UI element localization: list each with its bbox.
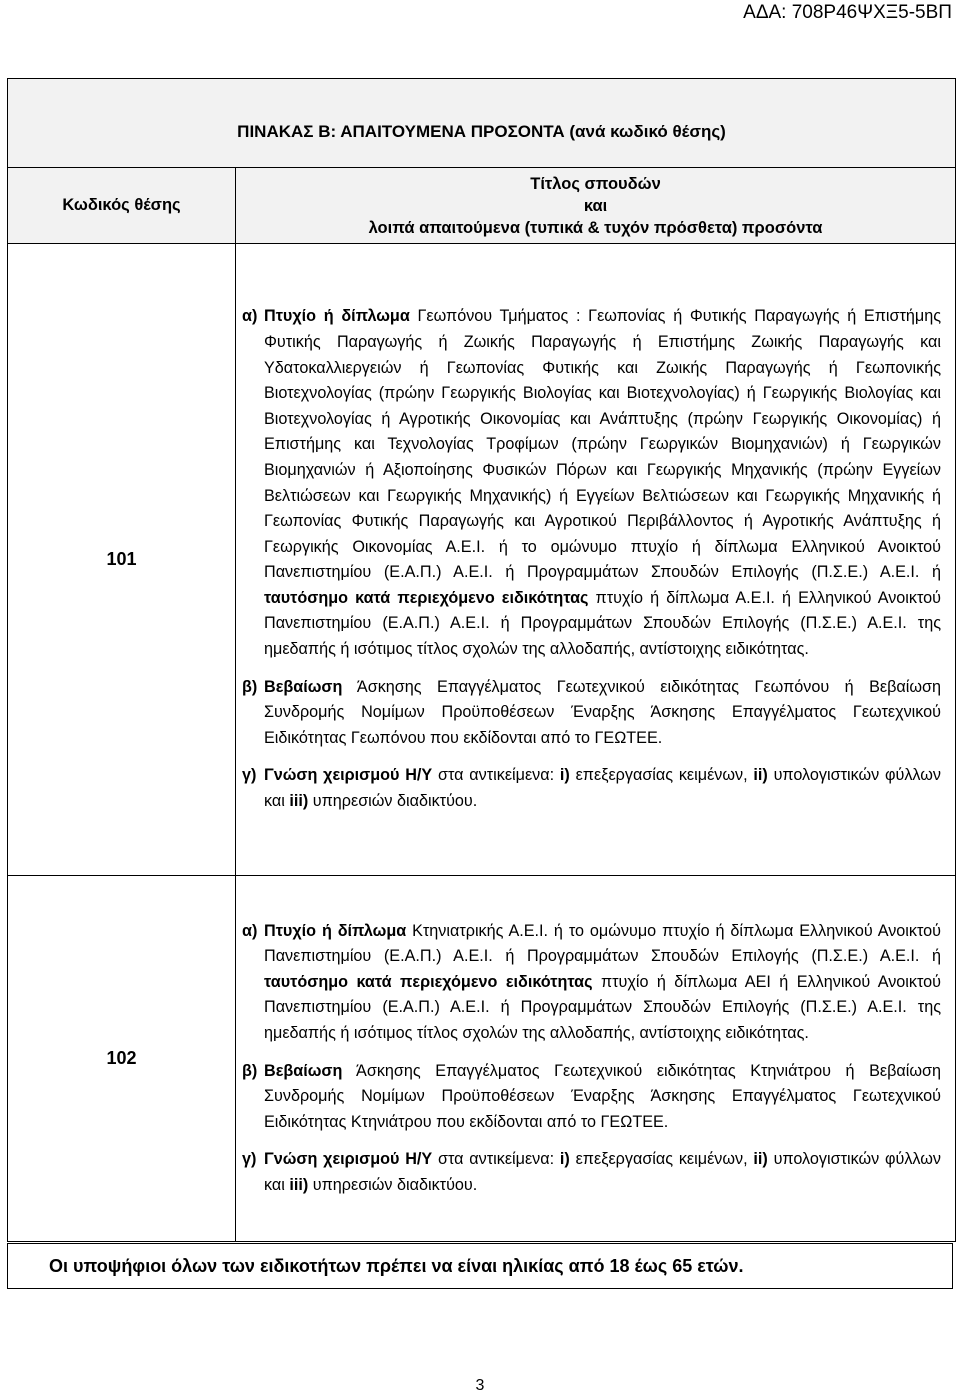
computer-item-ii: ii): [753, 1150, 768, 1169]
computer-item-iii: iii): [289, 1175, 309, 1194]
table-title-row: [8, 79, 956, 168]
computer-text: στα αντικείμενα:: [432, 1150, 560, 1169]
table-row: [8, 244, 956, 876]
col-header-title-line2: και: [583, 196, 608, 215]
item-label: γ): [242, 766, 257, 785]
degree-text: Κτηνιατρικής Α.Ε.Ι. ή το ομώνυμο πτυχίο ή δίπλωμα Ελληνικού Ανοικτού Πανεπιστημίου (Ε.Α.Π.) Α.Ε.Ι. ή Προγραμμάτων Σπουδών Επιλογής (Π.Σ.Ε.) Α.Ε.Ι. ή: [264, 921, 942, 966]
requirement-computer-skills: [236, 763, 955, 814]
computer-heading: Γνώση χειρισμού Η/Υ: [264, 1150, 433, 1169]
computer-text: επεξεργασίας κειμένων,: [569, 1150, 754, 1169]
degree-text-cont: πτυχίο ή δίπλωμα Α.Ε.Ι. ή Ελληνικού Ανοικτού Πανεπιστημίου (Ε.Α.Π.) Α.Ε.Ι. ή Προγραμμάτων Σπουδών Επιλογής (Π.Σ.Ε.) Α.Ε.Ι. της ημεδαπής ή ισότιμος τίτλος σχολών της αλλοδαπής, αντίστοιχης ειδικότητας.: [264, 588, 942, 659]
certificate-text: Άσκησης Επαγγέλματος Γεωτεχνικού ειδικότητας Κτηνιάτρου ή Βεβαίωση Συνδρομής Νομίμων Προϋποθέσεων Έναρξης Άσκησης Επαγγέλματος Γεωτεχνικού Ειδικότητας Κτηνιάτρου που εκδίδονται από το ΓΕΩΤΕΕ.: [264, 1061, 942, 1131]
item-label: β): [242, 677, 258, 696]
item-label: β): [242, 1061, 258, 1080]
degree-equivalent: ταυτόσημο κατά περιεχόμενο ειδικότητας: [264, 588, 589, 607]
col-header-code: Κωδικός θέσης: [8, 168, 236, 244]
position-code: 101: [8, 244, 236, 876]
requirement-degree: [236, 919, 955, 1047]
computer-text: υπολογιστικών φύλλων και: [264, 766, 942, 811]
qualifications-cell: [236, 876, 956, 1242]
page-number: 3: [475, 1377, 485, 1394]
col-header-title-line1: Τίτλος σπουδών: [530, 174, 661, 193]
item-label: α): [242, 921, 258, 940]
requirement-certificate: [236, 675, 955, 752]
computer-text: στα αντικείμενα:: [432, 766, 560, 785]
age-requirement-note: Οι υποψήφιοι όλων των ειδικοτήτων πρέπει να είναι ηλικίας από 18 έως 65 ετών.: [7, 1243, 953, 1289]
requirement-degree: [236, 304, 955, 662]
qualifications-cell: [236, 244, 956, 876]
col-header-title: [236, 168, 956, 244]
computer-item-i: i): [559, 1150, 570, 1169]
computer-text: επεξεργασίας κειμένων,: [569, 766, 754, 785]
qualifications-table: [7, 78, 956, 1242]
degree-text-cont: πτυχίο ή δίπλωμα ΑΕΙ ή Ελληνικού Ανοικτού Πανεπιστημίου (Ε.Α.Π.) Α.Ε.Ι. ή Προγραμμάτων Σπουδών Επιλογής (Π.Σ.Ε.) Α.Ε.Ι. της ημεδαπής ή ισότιμος τίτλος σχολών της αλλοδαπής, αντίστοιχης ειδικότητας.: [264, 972, 942, 1042]
requirement-computer-skills: [236, 1147, 955, 1198]
table-header-row: [8, 168, 956, 244]
computer-text: υπηρεσιών διαδικτύου.: [308, 1175, 478, 1194]
degree-equivalent: ταυτόσημο κατά περιεχόμενο ειδικότητας: [264, 972, 593, 991]
computer-text: υπολογιστικών φύλλων και: [264, 1150, 942, 1194]
table-row: [8, 876, 956, 1242]
computer-item-i: i): [559, 766, 570, 785]
degree-heading: Πτυχίο ή δίπλωμα: [264, 307, 410, 326]
degree-heading: Πτυχίο ή δίπλωμα: [264, 921, 407, 940]
ada-code: ΑΔΑ: 708Ρ46ΨΧΞ5-5ΒΠ: [743, 2, 952, 23]
certificate-heading: Βεβαίωση: [264, 677, 343, 696]
computer-heading: Γνώση χειρισμού Η/Υ: [264, 766, 433, 785]
col-header-title-line3: λοιπά απαιτούμενα (τυπικά & τυχόν πρόσθετα) προσόντα: [368, 218, 823, 237]
degree-text: Γεωπόνου Τμήματος : Γεωπονίας ή Φυτικής Παραγωγής ή Επιστήμης Φυτικής Παραγωγής ή Ζωικής Παραγωγής ή Επιστήμης Ζωικής Παραγωγής και Υδατοκαλλιεργειών ή Γεωπονίας Φυτικής και Ζωικής Παραγωγής ή Γεωπονικής Βιοτεχνολογίας (πρώην Γεωργικής Βιολογίας και Βιοτεχνολογίας) ή Γεωργικής Βιολογίας και Βιοτεχνολογίας ή Αγροτικής Οικονομίας και Ανάπτυξης (πρώην Γεωργικής Οικονομίας) ή Επιστήμης και Τεχνολογίας Τροφίμων (πρώην Γεωργικών Βιομηχανιών) ή Γεωργικών Βιομηχανιών ή Αξιοποίησης Φυσικών Πόρων και Γεωργικής Μηχανικής (πρώην Εγγείων Βελτιώσεων και Γεωργικής Μηχανικής) ή Εγγείων Βελτιώσεων και Γεωργικής Μηχανικής ή Γεωπονίας Φυτικής Παραγωγής και Αγροτικού Περιβάλλοντος ή Αγροτικής Ανάπτυξης ή Γεωργικής Οικονομίας Α.Ε.Ι. ή το ομώνυμο πτυχίο ή δίπλωμα Ελληνικού Ανοικτού Πανεπιστημίου (Ε.Α.Π.) Α.Ε.Ι. ή Προγραμμάτων Σπουδών Επιλογής (Π.Σ.Ε.) Α.Ε.Ι. ή: [264, 307, 942, 582]
item-label: α): [242, 307, 258, 326]
certificate-text: Άσκησης Επαγγέλματος Γεωτεχνικού ειδικότητας Γεωπόνου ή Βεβαίωση Συνδρομής Νομίμων Προϋποθέσεων Έναρξης Άσκησης Επαγγέλματος Γεωτεχνικού Ειδικότητας Γεωπόνου που εκδίδονται από το ΓΕΩΤΕΕ.: [264, 677, 942, 747]
table-title: ΠΙΝΑΚΑΣ Β: ΑΠΑΙΤΟΥΜΕΝΑ ΠΡΟΣΟΝΤΑ (ανά κωδικό θέσης): [8, 79, 956, 168]
computer-item-iii: iii): [289, 792, 309, 811]
certificate-heading: Βεβαίωση: [264, 1061, 343, 1080]
item-label: γ): [242, 1150, 257, 1169]
computer-text: υπηρεσιών διαδικτύου.: [308, 792, 478, 811]
computer-item-ii: ii): [753, 766, 768, 785]
position-code: 102: [8, 876, 236, 1242]
requirement-certificate: [236, 1059, 955, 1136]
